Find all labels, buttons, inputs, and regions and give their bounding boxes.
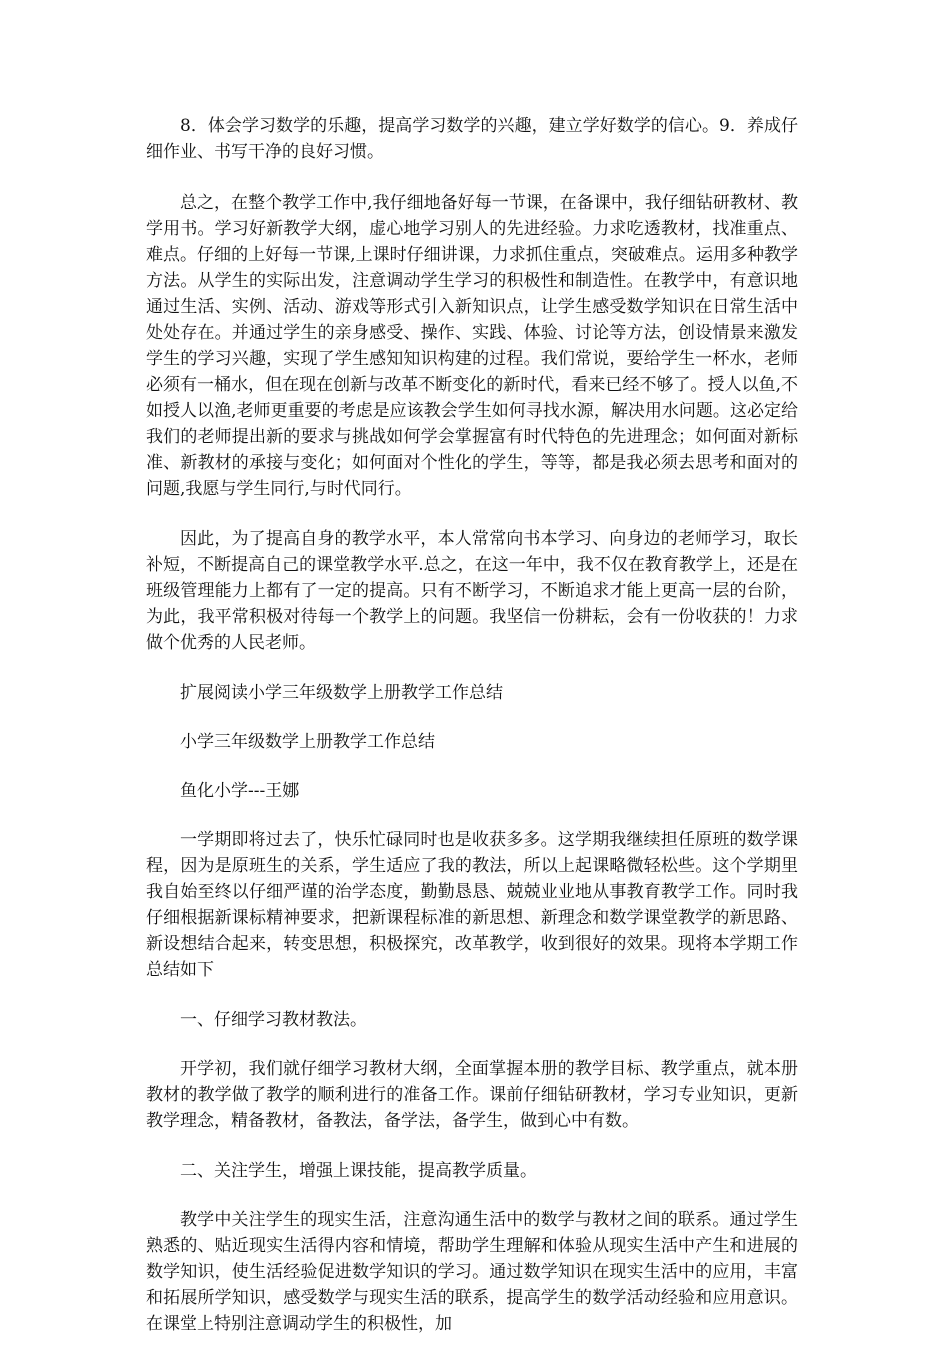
paragraph-section-1: 开学初，我们就仔细学习教材大纲，全面掌握本册的教学目标、教学重点，就本册教材的教学做了教学的顺利进行的准备工作。课前仔细钻研教材，学习专业知识，更新教学理念，精备教材，备教法，备学法，备学生，做到心中有数。 <box>146 1059 798 1131</box>
paragraph-summary-teaching: 总之，在整个教学工作中,我仔细地备好每一节课，在备课中，我仔细钻研教材、教学用书。学习好新教学大纲，虚心地学习别人的先进经验。力求吃透教材，找准重点、难点。仔细的上好每一节课,上课时仔细讲课，力求抓住重点，突破难点。运用多种教学方法。从学生的实际出发，注意调动学生学习的积极性和制造性。在教学中，有意识地通过生活、实例、活动、游戏等形式引入新知识点，让学生感受数学知识在日常生活中处处存在。并通过学生的亲身感受、操作、实践、体验、讨论等方法，创设情景来激发学生的学习兴趣，实现了学生感知知识构建的过程。我们常说，要给学生一杯水，老师必须有一桶水，但在现在创新与改革不断变化的新时代，看来已经不够了。授人以鱼,不如授人以渔,老师更重要的考虑是应该教会学生如何寻找水源，解决用水问题。这必定给我们的老师提出新的要求与挑战如何学会掌握富有时代特色的先进理念；如何面对新标准、新教材的承接与变化；如何面对个性化的学生，等等，都是我必须去思考和面对的问题,我愿与学生同行,与时代同行。 <box>146 193 798 499</box>
section-heading-2: 二、关注学生，增强上课技能，提高教学质量。 <box>180 1161 537 1181</box>
extended-reading-heading: 扩展阅读小学三年级数学上册教学工作总结 <box>180 683 503 703</box>
author-line: 鱼化小学---王娜 <box>180 781 300 801</box>
document-title: 小学三年级数学上册教学工作总结 <box>180 732 435 752</box>
document-body <box>146 113 798 1361</box>
section-heading-1: 一、仔细学习教材教法。 <box>180 1010 367 1030</box>
paragraph-learning-goals: 8．体会学习数学的乐趣，提高学习数学的兴趣，建立学好数学的信心。9．养成仔细作业、书写干净的良好习惯。 <box>146 116 798 162</box>
paragraph-section-2: 教学中关注学生的现实生活，注意沟通生活中的数学与教材之间的联系。通过学生熟悉的、贴近现实生活得内容和情境，帮助学生理解和体验从现实生活中产生和进展的数学知识，使生活经验促进数学知识的学习。通过数学知识在现实生活中的应用，丰富和拓展所学知识，感受数学与现实生活的联系，提高学生的数学活动经验和应用意识。在课堂上特别注意调动学生的积极性，加 <box>146 1210 798 1334</box>
paragraph-semester-intro: 一学期即将过去了，快乐忙碌同时也是收获多多。这学期我继续担任原班的数学课程，因为是原班生的关系，学生适应了我的教法，所以上起课略微轻松些。这个学期里我自始至终以仔细严谨的治学态度，勤勤恳恳、兢兢业业地从事教育教学工作。同时我仔细根据新课标精神要求，把新课程标准的新思想、新理念和数学课堂教学的新思路、新设想结合起来，转变思想，积极探究，改革教学，收到很好的效果。现将本学期工作总结如下 <box>146 830 798 980</box>
paragraph-self-improvement: 因此，为了提高自身的教学水平，本人常常向书本学习、向身边的老师学习，取长补短，不断提高自己的课堂教学水平.总之，在这一年中，我不仅在教育教学上，还是在班级管理能力上都有了一定的提高。只有不断学习，不断追求才能上更高一层的台阶，为此，我平常积极对待每一个教学上的问题。我坚信一份耕耘，会有一份收获的！力求做个优秀的人民老师。 <box>146 529 798 653</box>
